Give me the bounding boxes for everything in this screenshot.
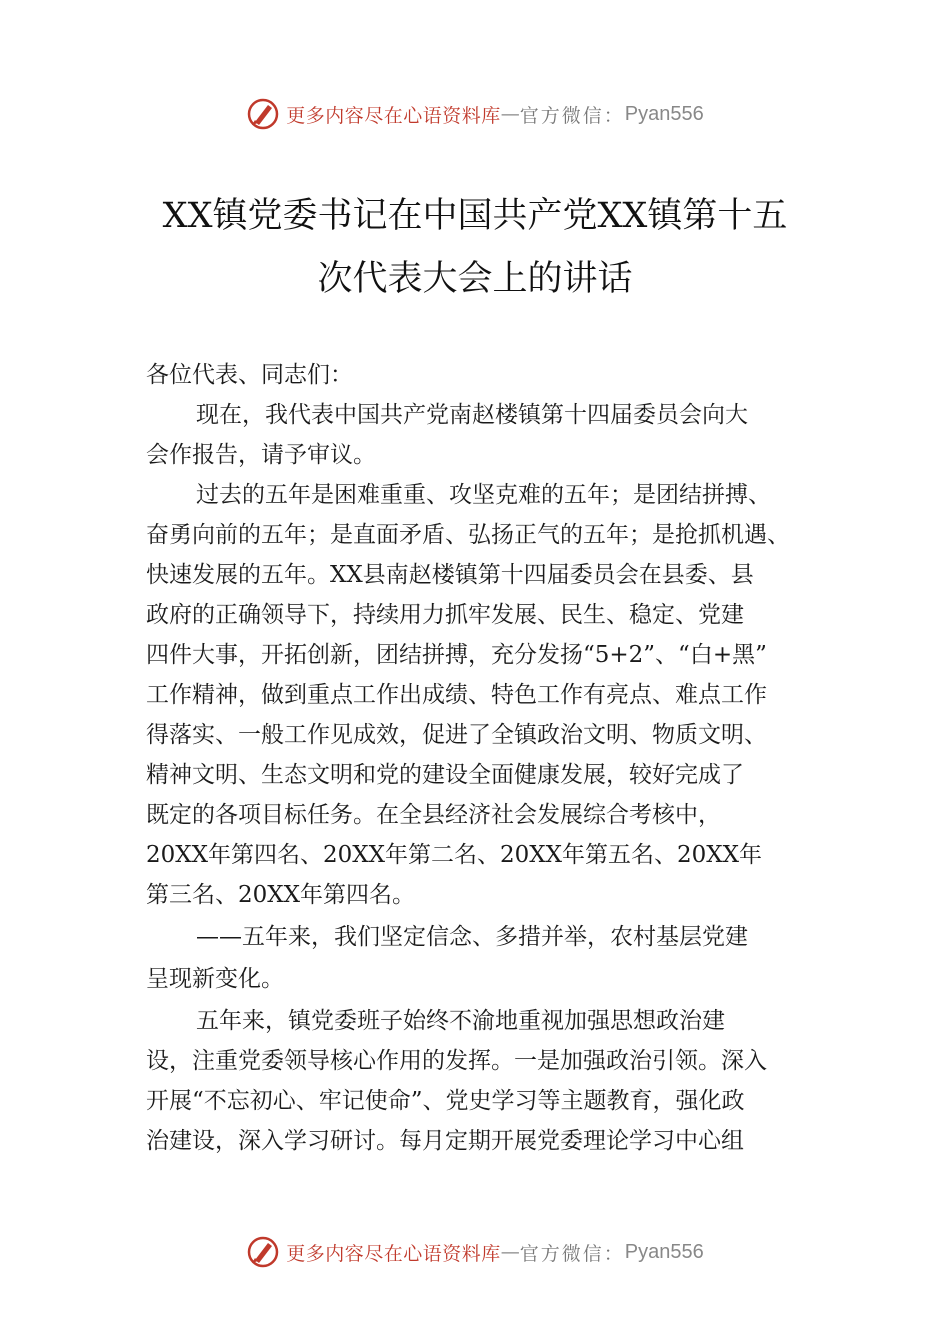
watermark-label: 官方微信： <box>519 104 625 127</box>
body-line: 设，注重党委领导核心作用的发挥。一是加强政治引领。深入 <box>146 1048 767 1074</box>
body-line: 开展“不忘初心、牢记使命”、党史学习等主题教育，强化政 <box>146 1088 745 1114</box>
body-line: 现在，我代表中国共产党南赵楼镇第十四届委员会向大 <box>196 402 748 428</box>
pen-logo-icon <box>246 97 280 131</box>
document-title-line-2: 次代表大会上的讲话 <box>317 259 633 299</box>
watermark-dash: — <box>500 1241 520 1263</box>
watermark-id: Pyan556 <box>624 102 704 125</box>
body-line: 奋勇向前的五年；是直面矛盾、弘扬正气的五年；是抢抓机遇、 <box>146 522 790 548</box>
body-line: 会作报告，请予审议。 <box>146 442 376 468</box>
body-line: 过去的五年是困难重重、攻坚克难的五年；是团结拼搏、 <box>196 482 771 508</box>
pen-logo-icon <box>246 1235 280 1269</box>
body-line: 呈现新变化。 <box>146 966 284 992</box>
body-line: 既定的各项目标任务。在全县经济社会发展综合考核中， <box>146 802 721 828</box>
body-line: 各位代表、同志们： <box>146 362 353 388</box>
header-watermark <box>0 94 950 134</box>
watermark-id: Pyan556 <box>624 1240 704 1263</box>
document-title-line-1: XX镇党委书记在中国共产党XX镇第十五 <box>162 196 788 236</box>
body-line: 五年来，镇党委班子始终不渝地重视加强思想政治建 <box>196 1008 725 1034</box>
body-line: 四件大事，开拓创新，团结拼搏，充分发扬“5+2”、“白+黑” <box>146 642 767 668</box>
body-line: 政府的正确领导下，持续用力抓牢发展、民生、稳定、党建 <box>146 602 744 628</box>
watermark-text: 更多内容尽在心语资料库 <box>286 104 501 127</box>
body-line: 工作精神，做到重点工作出成绩、特色工作有亮点、难点工作 <box>146 682 767 708</box>
body-line: 20XX年第四名、20XX年第二名、20XX年第五名、20XX年 <box>146 842 763 868</box>
body-line: 第三名、20XX年第四名。 <box>146 882 416 908</box>
body-line: 精神文明、生态文明和党的建设全面健康发展，较好完成了 <box>146 762 744 788</box>
watermark-label: 官方微信： <box>519 1242 625 1265</box>
footer-watermark <box>0 1232 950 1272</box>
watermark-dash: — <box>500 103 520 125</box>
watermark-text: 更多内容尽在心语资料库 <box>286 1242 501 1265</box>
body-line: 得落实、一般工作见成效，促进了全镇政治文明、物质文明、 <box>146 722 767 748</box>
body-line: 治建设，深入学习研讨。每月定期开展党委理论学习中心组 <box>146 1128 744 1154</box>
body-line: ——五年来，我们坚定信念、多措并举，农村基层党建 <box>196 924 748 950</box>
body-line: 快速发展的五年。XX县南赵楼镇第十四届委员会在县委、县 <box>146 562 754 588</box>
